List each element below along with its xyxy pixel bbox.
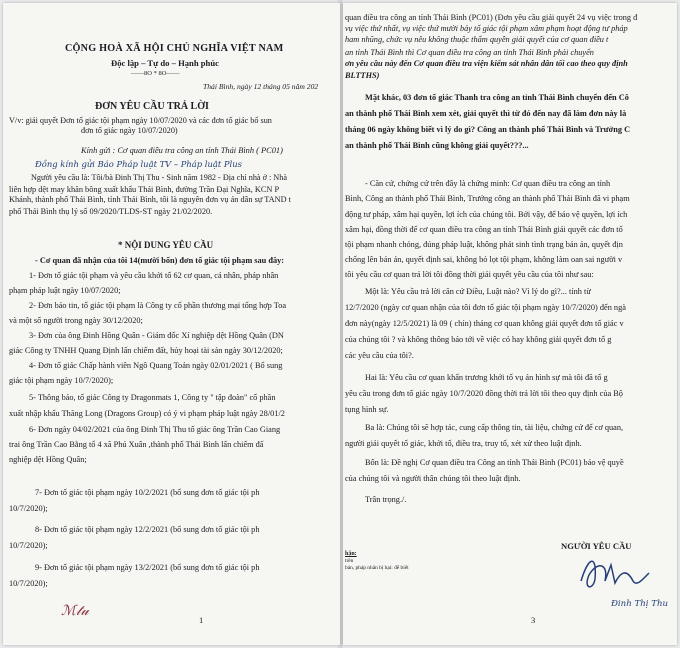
- body-line: Ba là: Chúng tôi sẽ hợp tác, cung cấp thông tin, tài liệu, chứng cứ để cơ quan,: [365, 423, 624, 432]
- footnote-heading: hận:: [345, 551, 357, 557]
- body-line: tụng hình sự.: [345, 405, 389, 414]
- body-line: BLTTHS): [345, 71, 380, 80]
- body-line: ơn yêu cầu này đến Cơ quan điều tra viện kiểm sát nhân dân tối cao theo quy định: [345, 59, 628, 68]
- signature-mark: ℳ𝓉𝓊: [61, 603, 89, 619]
- list-item: giác Công ty TNHH Quang Định lấn chiếm đất, hủy hoại tài sản ngày 30/12/2020;: [9, 346, 283, 355]
- body-line: của chúng tôi ? và không thông báo tới về việc có hay không giải quyết đơn tố g: [345, 335, 612, 344]
- body-line: tháng 06 ngày không biết vì lý do gì? Công an thành phố Thái Bình và Trưởng C: [345, 125, 631, 134]
- list-item: 6- Đơn ngày 04/02/2021 của ông Đinh Thị Thu tố giác ông Trần Cao Giang: [29, 425, 281, 434]
- list-item: và một số người trong ngày 30/12/2020;: [9, 316, 143, 325]
- body-line: Bình, Công an thành phố Thái Bình, Trưởng công an thành phố Thái Bình đã vi phạm: [345, 194, 630, 203]
- list-item: giác tội phạm ngày 10/7/2020);: [9, 376, 114, 385]
- subject-line: V/v: giải quyết Đơn tố giác tội phạm ngày 10/07/2020 và các đơn tố giác bổ sun: [9, 116, 272, 125]
- list-item: 9- Đơn tố giác tội phạm ngày 13/2/2021 (bổ sung đơn tố giác tội ph: [35, 563, 260, 572]
- body-line: động tư pháp, xâm hại quyền, lợi ích của chúng tôi. Bởi vậy, để bảo vệ quyền, lợi ích: [345, 210, 628, 219]
- list-item: phạm pháp luật ngày 10/07/2020;: [9, 286, 121, 295]
- body-line: Khánh, thành phố Thái Bình, tỉnh Thái Bình, tôi là nguyên đơn vụ án dân sự TAND t: [9, 195, 291, 204]
- closing-line: Trân trọng./.: [365, 495, 407, 504]
- list-item: 10/7/2020);: [9, 579, 48, 588]
- list-item: 2- Đơn báo tin, tố giác tội phạm là Công ty cổ phần thương mại tổng hợp Toa: [29, 301, 287, 310]
- body-line: tội phạm nhanh chóng, đúng pháp luật, không phát sinh tình trạng bản án, quyết địn: [345, 240, 623, 249]
- body-line: yêu cầu trong đơn tố giác ngày 10/7/2020 đồng thời trả lời tôi theo quy định của Bộ: [345, 389, 623, 398]
- footnote-line: trên: [345, 558, 354, 564]
- body-line: Mặt khác, 03 đơn tố giác Thanh tra công an tỉnh Thái Bình chuyển đến Cô: [365, 93, 629, 102]
- body-line: đơn này(ngày 12/5/2021) là 09 ( chín) tháng cơ quan không giải quyết đơn tố giác v: [345, 319, 624, 328]
- list-item: 3- Đơn của ông Đinh Hồng Quân - Giám đốc Xí nghiệp dệt Hồng Quân (DN: [29, 331, 284, 340]
- nation-motto: Độc lập – Tự do – Hạnh phúc: [111, 58, 219, 68]
- received-line: - Cơ quan đã nhận của tôi 14(mười bốn) đơn tố giác tội phạm sau đây:: [35, 256, 285, 265]
- page-number: 3: [531, 615, 536, 625]
- body-line: ham nhũng, chức vụ nêu không thuộc thẩm quyền giải quyết của cơ quan điều t: [345, 35, 609, 44]
- document-page-3: [343, 3, 677, 645]
- body-line: quan điều tra công an tỉnh Thái Bình (PC01) (Đơn yêu cầu giải quyết 24 vụ việc trong đ: [345, 13, 638, 22]
- list-item: 8- Đơn tố giác tội phạm ngày 12/2/2021 (bổ sung đơn tố giác tội ph: [35, 525, 260, 534]
- body-line: Bốn là: Đề nghị Cơ quan điều tra Công an tỉnh Thái Bình (PC01) bảo vệ quyề: [365, 458, 624, 467]
- body-line: Một là: Yêu cầu trả lời căn cứ Điều, Luật nào? Vì lý do gì?... tính từ: [365, 287, 591, 296]
- footnote-line: bản, pháp nhân bị hại: để biết: [345, 565, 409, 571]
- handwritten-annotation: Đồng kính gửi Báo Pháp luật TV – Pháp luật Plus: [35, 159, 242, 169]
- signer-title: NGƯỜI YÊU CẦU: [561, 541, 632, 551]
- list-item: 4- Đơn tố giác Chấp hành viên Ngô Quang Toản ngày 02/01/2021 ( Bổ sung: [29, 361, 283, 370]
- body-line: - Căn cứ, chứng cứ trên đây là chứng minh: Cơ quan điều tra công an tỉnh: [365, 179, 611, 188]
- body-line: Hai là: Yêu cầu cơ quan khẩn trương khởi tố vụ án hình sự mà tôi đã tố g: [365, 373, 608, 382]
- body-line: 12/7/2020 (ngày cơ quan nhận của tôi đơn tố giác tội phạm ngày 10/7/2020) đến ngà: [345, 303, 626, 312]
- list-item: xuất nhập khẩu Thăng Long (Dragons Group) có ý vi phạm pháp luật ngày 28/01/2: [9, 409, 285, 418]
- body-line: người giải quyết tố giác, khởi tố, điều tra, truy tố, xét xử theo luật định.: [345, 439, 582, 448]
- list-item: 5- Thông báo, tố giác Công ty Dragonmats 1, Công ty " tập đoàn" cố phần: [29, 393, 276, 402]
- body-line: tôi yêu cầu cơ quan trả lời tôi đồng thời giải quyết yêu cầu của tôi như sau:: [345, 270, 594, 279]
- signature-scribble: [575, 551, 655, 597]
- body-line: vụ việc thứ nhất, vụ việc thứ mười bảy tố giác tội phạm xâm phạm hoạt động tư pháp: [345, 24, 628, 33]
- page-number: 1: [199, 615, 204, 625]
- body-line: an tỉnh Thái Bình thì Cơ quan điều tra công an tỉnh Thái Bình phải chuyển: [345, 48, 594, 57]
- body-line: xâm hại, đồng thời để cơ quan điều tra công an tỉnh Thái Bình giải quyết các đơn tố: [345, 225, 623, 234]
- document-title: ĐƠN YÊU CẦU TRẢ LỜI: [95, 101, 209, 112]
- body-line: các yêu cầu của tôi?.: [345, 351, 414, 360]
- body-line: an thành phố Thái Bình xem xét, giải quyết thì từ đó đến nay đã làm đơn này là: [345, 109, 627, 118]
- document-page-1: [3, 3, 340, 645]
- section-heading: * NỘI DUNG YÊU CẦU: [118, 240, 214, 250]
- recipient-line: Kính gửi : Cơ quan điều tra công an tỉnh Thái Bình ( PC01): [81, 146, 283, 155]
- body-line: của chúng tôi và người thân chúng tôi theo luật định.: [345, 474, 521, 483]
- place-date: Thái Bình, ngày 12 tháng 05 năm 202: [203, 82, 319, 91]
- list-item: nghiệp dệt Hồng Quân;: [9, 455, 87, 464]
- motto-ornament: ——8O * 8O——: [131, 70, 180, 77]
- signer-name: Đinh Thị Thu: [611, 599, 669, 609]
- body-line: phố Thái Bình thụ lý số 09/2020/TLDS-ST ngày 21/02/2020.: [9, 207, 213, 216]
- list-item: trai ông Trần Cao Bằng tổ 4 xã Phú Xuân ,thành phố Thái Bình lấn chiếm đấ: [9, 440, 264, 449]
- body-line: an thành phố Thái Bình cũng không giải quyết???...: [345, 141, 529, 150]
- body-line: liên hợp dệt may khăn bông xuất khẩu Thái Bình, đường Trần Đại Nghĩa, KCN P: [9, 185, 280, 194]
- list-item: 10/7/2020);: [9, 504, 48, 513]
- nation-title: CỘNG HOÀ XÃ HỘI CHỦ NGHĨA VIỆT NAM: [65, 43, 284, 54]
- list-item: 10/7/2020);: [9, 541, 48, 550]
- subject-line: đơn tố giác ngày 10/07/2020): [81, 126, 178, 135]
- body-line: chống lên bản án, quyết định sai, không bỏ lọt tội phạm, không làm oan sai người v: [345, 255, 623, 264]
- requester-line: Người yêu cầu là: Tôi/bà Đinh Thị Thu - Sinh năm 1982 - Địa chỉ nhà ở : Nhà: [31, 173, 287, 182]
- list-item: 7- Đơn tố giác tội phạm ngày 10/2/2021 (bổ sung đơn tố giác tội ph: [35, 488, 260, 497]
- list-item: 1- Đơn tố giác tội phạm và yêu cầu khởi tố 62 cơ quan, cá nhân, pháp nhân: [29, 271, 279, 280]
